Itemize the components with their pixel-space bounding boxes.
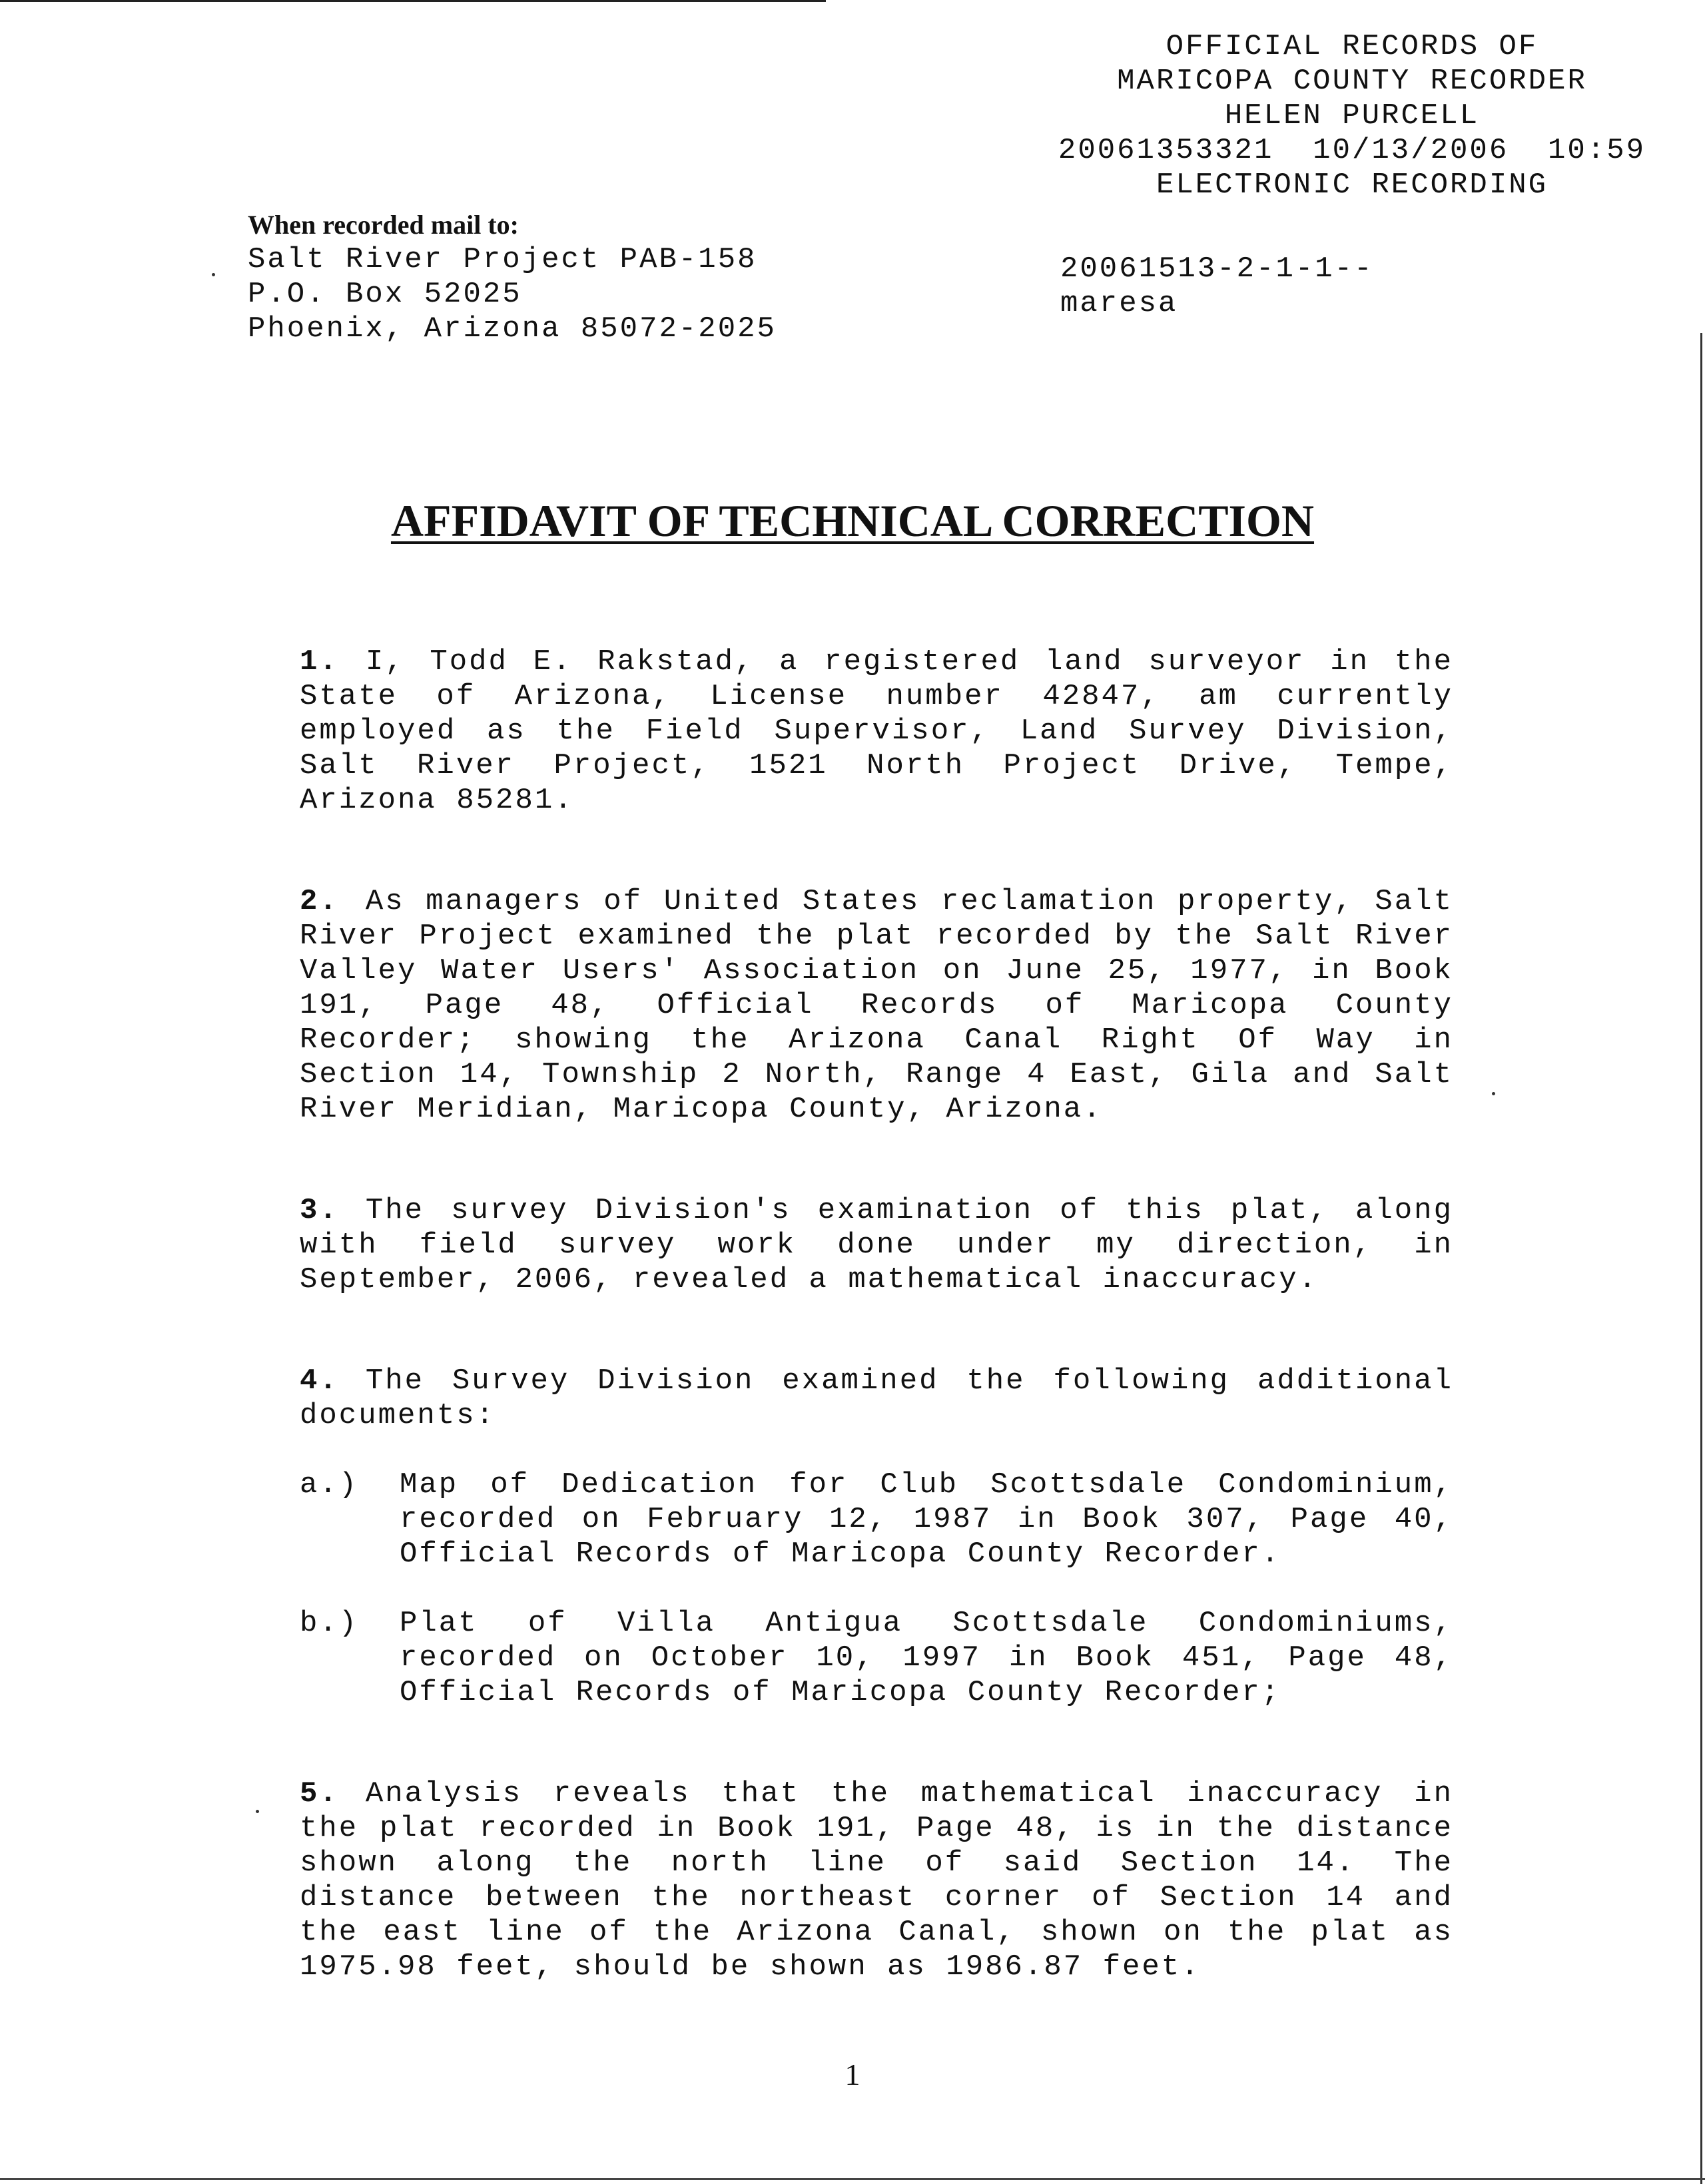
document-body bbox=[300, 645, 1453, 1984]
paragraph-text: The Survey Division examined the following additional documents: bbox=[300, 1364, 1453, 1432]
mail-to-line-1: Salt River Project PAB-158 bbox=[248, 243, 757, 276]
paragraph-3 bbox=[300, 1193, 1453, 1297]
paragraph-number: 5. bbox=[300, 1777, 339, 1810]
paragraph-text: The survey Division's examination of this plat, along with field survey work done under my direction, in September, 2006, revealed a mathematical inaccuracy. bbox=[300, 1194, 1453, 1296]
sub-item-label: a.) bbox=[300, 1468, 359, 1502]
scan-frame-right bbox=[1700, 333, 1702, 2184]
scan-speck bbox=[1492, 1092, 1495, 1095]
paragraph-number: 4. bbox=[300, 1364, 339, 1398]
recorder-stamp bbox=[1052, 29, 1652, 202]
recorder-line-2: MARICOPA COUNTY RECORDER bbox=[1117, 65, 1587, 98]
paragraph-5 bbox=[300, 1776, 1453, 1984]
sub-item-text: Plat of Villa Antigua Scottsdale Condominiums, recorded on October 10, 1997 in Book 451, Page 48, Official Records of Maricopa County Recorder; bbox=[400, 1607, 1453, 1709]
paragraph-4 bbox=[300, 1364, 1453, 1433]
scan-frame-bottom bbox=[0, 2178, 1705, 2180]
paragraph-number: 3. bbox=[300, 1194, 339, 1227]
recording-code: 20061513-2-1-1-- bbox=[1060, 252, 1374, 286]
sub-item-a bbox=[300, 1468, 1453, 1571]
recorder-line-1: OFFICIAL RECORDS OF bbox=[1166, 30, 1538, 63]
mail-to-heading: When recorded mail to: bbox=[248, 210, 519, 240]
sub-item-label: b.) bbox=[300, 1607, 359, 1640]
recorder-line-4: 20061353321 10/13/2006 10:59 bbox=[1058, 134, 1646, 167]
paragraph-2 bbox=[300, 884, 1453, 1127]
scan-speck bbox=[256, 1810, 259, 1813]
scan-frame-top bbox=[0, 0, 826, 2]
scan-speck bbox=[212, 273, 215, 276]
mail-to-line-2: P.O. Box 52025 bbox=[248, 278, 522, 311]
paragraph-number: 2. bbox=[300, 885, 339, 918]
mail-to-block bbox=[248, 208, 777, 346]
recorder-line-5: ELECTRONIC RECORDING bbox=[1156, 168, 1548, 202]
paragraph-1 bbox=[300, 645, 1453, 818]
paragraph-number: 1. bbox=[300, 645, 339, 679]
sub-item-text: Map of Dedication for Club Scottsdale Condominium, recorded on February 12, 1987 in Book 307, Page 40, Official Records of Maricopa County Recorder. bbox=[400, 1468, 1453, 1571]
recording-user: maresa bbox=[1060, 287, 1178, 320]
paragraph-text: As managers of United States reclamation property, Salt River Project examined the plat recorded by the Salt River Valley Water Users' Association on June 25, 1977, in Book 191, Page 48, Official Records of Maricopa County Recorder; showing the Arizona Canal Right Of Way in Section 14, Township 2 North, Range 4 East, Gila and Salt River Meridian, Maricopa County, Arizona. bbox=[300, 885, 1453, 1126]
document-title bbox=[0, 494, 1705, 547]
document-title-text: AFFIDAVIT OF TECHNICAL CORRECTION bbox=[390, 495, 1315, 546]
paragraph-text: Analysis reveals that the mathematical inaccuracy in the plat recorded in Book 191, Page 48, is in the distance shown along the north line of said Section 14. The distance between the northeast corner of Section 14 and the east line of the Arizona Canal, shown on the plat as 1975.98 feet, should be shown as 1986.87 feet. bbox=[300, 1777, 1453, 1984]
mail-to-line-3: Phoenix, Arizona 85072-2025 bbox=[248, 312, 777, 346]
page-number: 1 bbox=[845, 2057, 860, 2091]
sub-item-b bbox=[300, 1606, 1453, 1710]
recorder-line-3: HELEN PURCELL bbox=[1224, 99, 1480, 133]
recording-id bbox=[1060, 252, 1373, 321]
paragraph-text: I, Todd E. Rakstad, a registered land surveyor in the State of Arizona, License number 42847, am currently employed as the Field Supervisor, Land Survey Division, Salt River Project, 1521 North Project Drive, Tempe, Arizona 85281. bbox=[300, 645, 1453, 817]
